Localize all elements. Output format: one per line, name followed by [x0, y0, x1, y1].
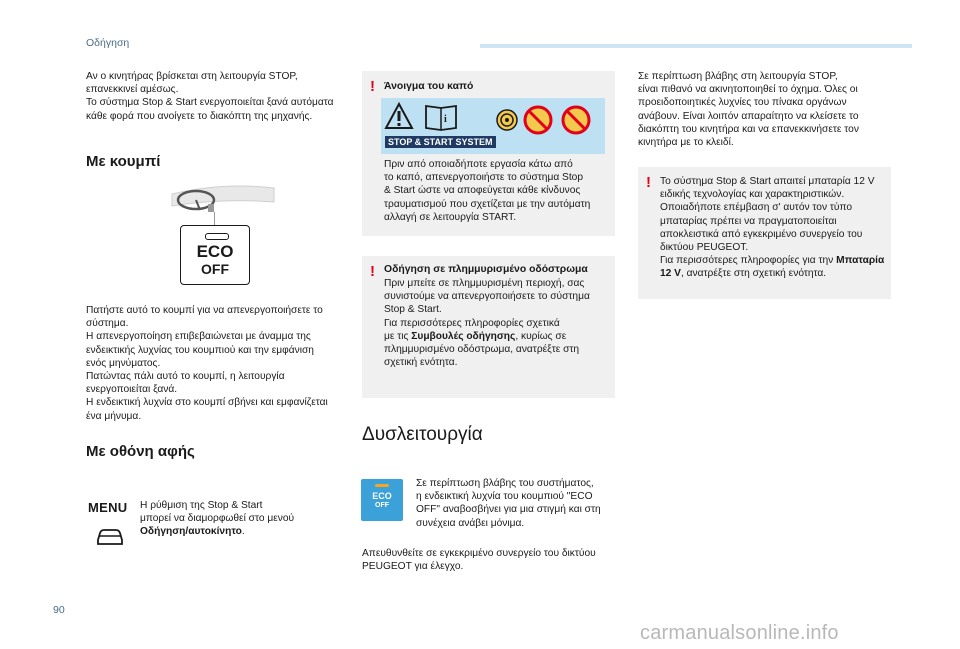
text-line [140, 525, 340, 538]
driving-advice-link: Συμβουλές οδήγησης [411, 330, 516, 342]
svg-text:i: i [444, 114, 447, 125]
text-line [384, 330, 609, 343]
off-label: OFF [375, 502, 389, 509]
menu-label: MENU [88, 500, 128, 515]
text-line: μπορεί να διαμορφωθεί στο μενού [140, 513, 295, 525]
text-line: κάθε φορά που ανοίγετε το διακόπτη της μηχανής. [86, 110, 313, 122]
text-line: PEUGEOT για έλεγχο. [362, 561, 464, 573]
text-part: , κυρίως σε [515, 330, 567, 342]
text-line: & Start ώστε να αποφεύγεται κάθε κίνδυνος [384, 185, 581, 197]
text-line: Αν ο κινητήρας βρίσκεται στη λειτουργία STOP, [86, 71, 298, 82]
service-text [362, 547, 622, 573]
off-label: OFF [201, 261, 229, 277]
touch-heading: Με οθόνη αφής [86, 443, 195, 460]
text-line: Πατήστε αυτό το κουμπί για να απενεργοποιήσετε το [86, 305, 323, 316]
text-line: διακόπτη του κινητήρα και να επανεκκινήσετε τον [638, 123, 859, 135]
text-part: Για περισσότερες πληροφορίες για την [660, 255, 837, 267]
text-line: Η απενεργοποίηση επιβεβαιώνεται με άναμμα της [86, 331, 311, 343]
text-line: σύστημα. [86, 318, 129, 330]
menu-path: Οδήγηση/αυτοκίνητο [140, 526, 242, 538]
text-line [660, 267, 885, 280]
text-line: Stop & Start. [384, 304, 442, 316]
eco-off-button[interactable] [180, 225, 250, 285]
stop-start-warning-panel [381, 98, 605, 154]
page-number: 90 [53, 604, 65, 616]
text-line: Πριν από οποιαδήποτε εργασία κάτω από [384, 159, 573, 170]
text-line: Πατώντας πάλι αυτό το κουμπί, η λειτουργία [86, 371, 285, 383]
text-line: ειδικής τεχνολογίας και χαρακτηριστικών. [660, 189, 845, 201]
malfunction-heading: Δυσλειτουργία [362, 424, 483, 445]
text-line: δικτύου PEUGEOT. [660, 242, 749, 254]
battery-note-text [660, 175, 885, 281]
text-line: τραυματισμού που σχετίζεται με την αυτόματη [384, 198, 591, 210]
exclamation-icon: ! [646, 174, 651, 191]
text-line: συνιστούμε να απενεργοποιήσετε το σύστημα [384, 291, 590, 303]
text-part: , ανατρέξτε στη σχετική ενότητα. [680, 268, 827, 280]
battery-voltage: 12 V [660, 268, 681, 280]
text-line: επανεκκινεί αμέσως. [86, 84, 179, 96]
text-part: με τις [384, 330, 412, 342]
text-line: ενεργοποιείται ξανά. [86, 384, 178, 396]
text-line [660, 254, 885, 267]
text-line: OFF" αναβοσβήνει για μια στιγμή και στη [416, 504, 601, 516]
text-line: Σε περίπτωση βλάβης στη λειτουργία STOP, [638, 71, 838, 82]
pointer-line [214, 212, 215, 226]
malfunction-text [416, 477, 616, 530]
header-title: Οδήγηση [86, 37, 130, 49]
text-line: Σε περίπτωση βλάβης του συστήματος, [416, 478, 594, 489]
text-line: το καπό, απενεργοποιήστε το σύστημα Stop [384, 172, 584, 184]
text-line: ανάβουν. Είναι λοιπόν απαραίτητο να κλείσετε το [638, 110, 859, 122]
text-line: κινητήρα με το κλειδί. [638, 137, 734, 149]
text-line: Πριν μπείτε σε πλημμυρισμένη περιοχή, σας [384, 278, 585, 289]
note-title: Άνοιγμα του καπό [384, 81, 474, 92]
hood-warning-text [384, 158, 609, 224]
battery-note [638, 167, 891, 299]
left-intro [86, 70, 356, 123]
text-line: Η ενδεικτική λυχνία στο κουμπί σβήνει και εμφανίζεται [86, 397, 328, 409]
text-line: Το σύστημα Stop & Start απαιτεί μπαταρία 12 V [660, 176, 875, 187]
text-line: ένα μήνυμα. [86, 410, 142, 422]
touch-description [140, 499, 340, 539]
dashboard-illustration-icon [168, 180, 278, 220]
text-end: . [241, 526, 245, 538]
right-intro [638, 70, 883, 149]
flood-warning-text [384, 277, 609, 369]
text-line: Για περισσότερες πληροφορίες σχετικά [384, 317, 560, 329]
indicator-lamp-icon [375, 484, 389, 487]
watermark: carmanualsonline.info [640, 622, 839, 644]
eco-off-indicator [361, 479, 403, 521]
text-line: Το σύστημα Stop & Start ενεργοποιείται ξανά αυτόματα [86, 97, 334, 109]
text-line: προειδοποιητικές λυχνίες του πίνακα οργάνων [638, 97, 847, 109]
eco-label: ECO [196, 242, 234, 261]
stop-start-label: STOP & START SYSTEM [385, 136, 496, 148]
exclamation-icon: ! [370, 78, 375, 95]
text-line: ενός μηνύματος. [86, 357, 161, 369]
text-line: σχετική ενότητα. [384, 357, 458, 369]
text-line: συνέχεια ανάβει μόνιμα. [416, 517, 525, 529]
text-line: αλλαγή σε λειτουργία START. [384, 211, 517, 223]
button-heading: Με κουμπί [86, 153, 161, 170]
text-line: Οποιαδήποτε επέμβαση σ' αυτόν τον τύπο [660, 202, 853, 214]
text-line: αποκλειστικά από εγκεκριμένο συνεργείο του [660, 228, 863, 240]
text-line: πλημμυρισμένο οδόστρωμα, ανατρέξτε στη [384, 344, 580, 356]
button-description [86, 304, 356, 423]
text-line: η ενδεικτική λυχνία του κουμπιού "ECO [416, 491, 593, 503]
eco-label: ECO [372, 491, 392, 501]
exclamation-icon: ! [370, 263, 375, 280]
text-line: μπαταρίας πρέπει να πραγματοποιείται [660, 215, 837, 227]
indicator-lamp-icon [205, 233, 229, 240]
text-line: είναι πιθανό να ακινητοποιηθεί το όχημα. Όλες οι [638, 84, 858, 96]
text-line: ενδεικτικής λυχνίας του κουμπιού και την εμφάνιση [86, 344, 314, 356]
text-line: Απευθυνθείτε σε εγκεκριμένο συνεργείο του δικτύου [362, 548, 596, 559]
car-icon [95, 527, 125, 547]
text-line: Η ρύθμιση της Stop & Start [140, 500, 263, 511]
battery-link: Μπαταρία [836, 255, 885, 267]
note-title: Οδήγηση σε πλημμυρισμένο οδόστρωμα [384, 264, 588, 275]
header-bar [480, 44, 912, 48]
flood-warning-note [362, 256, 615, 398]
